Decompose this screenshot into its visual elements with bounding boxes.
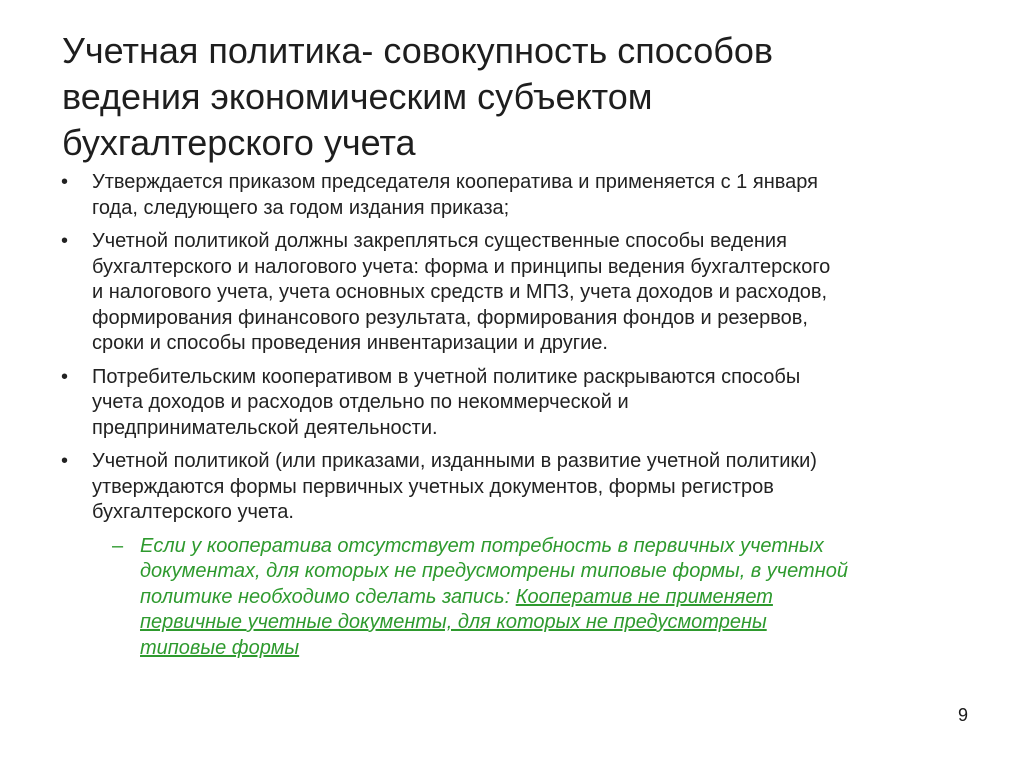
bullet-marker: •: [61, 450, 69, 472]
bullet-text: [92, 365, 952, 442]
slide-title: [62, 28, 962, 166]
bullet-line: Потребительским кооперативом в учетной политике раскрываются способы: [92, 365, 801, 388]
bullet-line: Утверждается приказом председателя кооператива и применяется с 1 января: [92, 171, 818, 193]
bullet-item: [0, 170, 952, 221]
bullet-text: [92, 449, 952, 526]
bullet-line: формирования финансового результата, формирования фондов и резервов,: [92, 306, 808, 329]
bullet-line: Учетной политикой должны закрепляться существенные способы ведения: [92, 230, 787, 252]
bullet-line: бухгалтерского учета.: [92, 501, 294, 523]
sub-bullet-underlined-line: первичные учетные документы, для которых не предусмотрены: [140, 611, 767, 633]
bullet-text: [92, 170, 952, 221]
title-line: ведения экономическим субъектом: [62, 76, 653, 117]
sub-bullet-line: [140, 585, 970, 611]
bullet-line: и налогового учета, учета основных средств и МПЗ, учета доходов и расходов,: [92, 281, 828, 303]
page-number: 9: [957, 705, 968, 725]
bullet-list: [0, 170, 1024, 661]
sub-bullet-text: политике необходимо сделать запись:: [140, 585, 516, 608]
bullet-line: сроки и способы проведения инвентаризации и другие.: [92, 332, 608, 354]
bullet-line: Учетной политикой (или приказами, изданными в развитие учетной политики): [92, 450, 817, 472]
bullet-line: бухгалтерского и налогового учета: форма и принципы ведения бухгалтерского: [92, 255, 831, 278]
title-line: бухгалтерского учета: [62, 122, 416, 163]
title-line: Учетная политика- совокупность способов: [62, 30, 773, 71]
bullet-marker: •: [61, 171, 69, 193]
bullet-item: [0, 449, 952, 526]
bullet-line: года, следующего за годом издания приказа;: [92, 196, 510, 219]
bullet-line: учета доходов и расходов отдельно по некоммерческой и: [92, 391, 629, 413]
bullet-line: предпринимательской деятельности.: [92, 416, 438, 439]
bullet-marker: •: [61, 365, 69, 388]
sub-bullet-marker: –: [112, 534, 124, 557]
bullet-item: [0, 229, 952, 357]
sub-bullet-underlined-line: типовые формы: [140, 636, 300, 659]
bullet-item: [0, 365, 952, 442]
sub-bullet-line: Если у кооператива отсутствует потребность в первичных учетных: [140, 534, 824, 557]
sub-bullet-item: [0, 534, 970, 662]
bullet-marker: •: [61, 230, 69, 252]
sub-bullet-line: документах, для которых не предусмотрены типовые формы, в учетной: [140, 560, 848, 582]
bullet-text: [92, 229, 952, 357]
sub-bullet-underlined-text: Кооператив не применяет: [515, 585, 773, 608]
bullet-line: утверждаются формы первичных учетных документов, формы регистров: [92, 475, 774, 498]
